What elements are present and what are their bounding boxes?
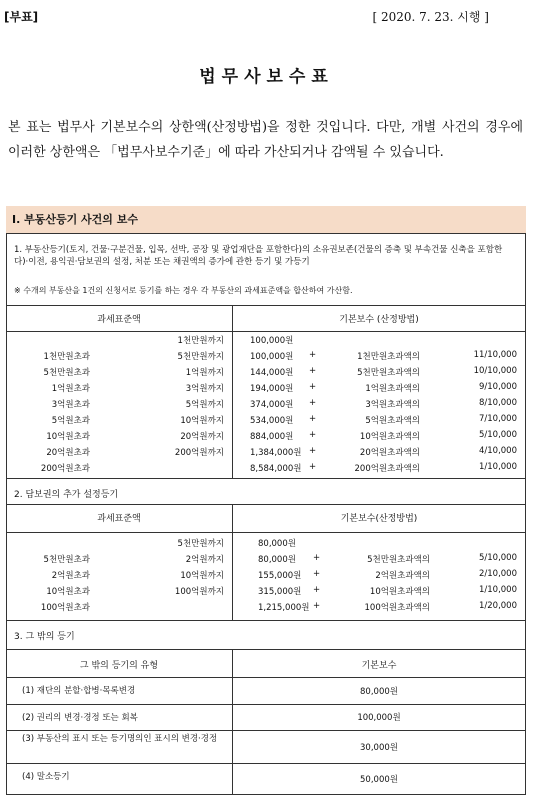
sub2-title: 2. 담보권의 추가 설정등기 bbox=[14, 490, 119, 500]
fee-row-over: 10억원초과액의 bbox=[359, 432, 420, 442]
fee-row-base: 100,000원 bbox=[250, 336, 294, 346]
other-reg-type: (3) 부동산의 표시 또는 등기명의인 표시의 변경·경정 bbox=[22, 734, 218, 744]
sub3-col-right: 기본보수 bbox=[361, 661, 397, 671]
fee-row-plus: + bbox=[309, 446, 317, 456]
fee-row-base: 155,000원 bbox=[258, 571, 302, 581]
fee-row-to: 1천만원까지 bbox=[177, 336, 224, 346]
fee-row-over: 5천만원초과액의 bbox=[367, 555, 430, 565]
intro-paragraph: 본 표는 법무사 기본보수의 상한액(산정방법)을 정한 것입니다. 다만, 개별 사건의 경우에 이러한 상한액은 「법무사보수기준」에 따라 가산되거나 감액될 수 있습니다. bbox=[8, 120, 523, 160]
fee-row-from: 2억원초과 bbox=[51, 571, 90, 581]
sub3-title: 3. 그 밖의 등기 bbox=[14, 632, 75, 642]
fee-row-base: 144,000원 bbox=[250, 368, 294, 378]
fee-row-to: 200억원까지 bbox=[174, 448, 224, 458]
fee-row-rate: 11/10,000 bbox=[473, 350, 517, 360]
fee-row-over: 5억원초과액의 bbox=[365, 416, 420, 426]
fee-row-from: 5천만원초과 bbox=[43, 368, 90, 378]
fee-row-rate: 5/10,000 bbox=[478, 430, 517, 440]
fee-row-base: 884,000원 bbox=[250, 432, 294, 442]
fee-row-base: 80,000원 bbox=[258, 539, 296, 549]
other-reg-type: (4) 말소등기 bbox=[22, 772, 70, 782]
fee-row-rate: 1/20,000 bbox=[478, 601, 517, 611]
fee-row-base: 374,000원 bbox=[250, 400, 294, 410]
sub1-note: ※ 수개의 부동산을 1건의 신청서로 등기를 하는 경우 각 부동산의 과세표준액을 합산하여 가산함. bbox=[14, 286, 353, 295]
fee-row-plus: + bbox=[309, 462, 317, 472]
fee-row-base: 534,000원 bbox=[250, 416, 294, 426]
effective-date: [ 2020. 7. 23. 시행 ] bbox=[372, 10, 489, 24]
fee-row-rate: 9/10,000 bbox=[478, 382, 517, 392]
fee-row-rate: 4/10,000 bbox=[478, 446, 517, 456]
fee-row-from: 10억원초과 bbox=[46, 432, 90, 442]
fee-row-base: 194,000원 bbox=[250, 384, 294, 394]
fee-row-over: 100억원초과액의 bbox=[364, 603, 430, 613]
fee-row-from: 1천만원초과 bbox=[43, 352, 90, 362]
fee-row-plus: + bbox=[309, 350, 317, 360]
fee-row-to: 5억원까지 bbox=[185, 400, 224, 410]
fee-row-to: 20억원까지 bbox=[180, 432, 224, 442]
fee-row-base: 1,215,000원 bbox=[258, 603, 310, 613]
sub1-title: 1. 부동산등기(토지, 건물·구분건물, 입목, 선박, 공장 및 광업재단을 포함한다)의 소유권보존(건물의 증축 및 부속건물 신축을 포함한다)·이전, 용익권·담보권의 설정, 처분 또는 채권액의 증가에 관한 등기 및 가등기 bbox=[14, 245, 503, 267]
fee-row-over: 1천만원초과액의 bbox=[357, 352, 420, 362]
page-title: 법무사보수표 bbox=[199, 67, 334, 87]
fee-row-to: 5천만원까지 bbox=[177, 539, 224, 549]
fee-row-base: 80,000원 bbox=[258, 555, 296, 565]
fee-row-over: 2억원초과액의 bbox=[375, 571, 430, 581]
fee-row-plus: + bbox=[309, 366, 317, 376]
fee-row-to: 5천만원까지 bbox=[177, 352, 224, 362]
sub1-col-left: 과세표준액 bbox=[97, 315, 141, 325]
fee-row-from: 200억원초과 bbox=[40, 464, 90, 474]
fee-row-rate: 7/10,000 bbox=[478, 414, 517, 424]
fee-row-from: 1억원초과 bbox=[51, 384, 90, 394]
fee-row-rate: 2/10,000 bbox=[478, 569, 517, 579]
fee-row-from: 100억원초과 bbox=[40, 603, 90, 613]
fee-row-over: 20억원초과액의 bbox=[359, 448, 420, 458]
fee-row-rate: 10/10,000 bbox=[473, 366, 517, 376]
fee-row-plus: + bbox=[309, 414, 317, 424]
fee-row-base: 8,584,000원 bbox=[250, 464, 302, 474]
fee-row-from: 20억원초과 bbox=[46, 448, 90, 458]
other-reg-type: (2) 권리의 변경·경정 또는 회복 bbox=[22, 713, 138, 723]
fee-row-to: 10억원까지 bbox=[180, 416, 224, 426]
fee-row-rate: 8/10,000 bbox=[478, 398, 517, 408]
fee-row-to: 2억원까지 bbox=[185, 555, 224, 565]
appendix-tag: [부표] bbox=[4, 10, 39, 24]
fee-row-plus: + bbox=[313, 569, 321, 579]
section-heading: Ⅰ. 부동산등기 사건의 보수 bbox=[6, 206, 526, 234]
fee-row-rate: 1/10,000 bbox=[478, 462, 517, 472]
fee-row-from: 10억원초과 bbox=[46, 587, 90, 597]
fee-row-from: 3억원초과 bbox=[51, 400, 90, 410]
other-reg-type: (1) 재단의 분할·합병·목록변경 bbox=[22, 686, 136, 696]
sub2-col-left: 과세표준액 bbox=[97, 514, 141, 524]
fee-row-over: 1억원초과액의 bbox=[365, 384, 420, 394]
other-reg-fee: 30,000원 bbox=[360, 743, 398, 753]
fee-row-over: 200억원초과액의 bbox=[354, 464, 420, 474]
fee-row-plus: + bbox=[313, 585, 321, 595]
fee-row-from: 5천만원초과 bbox=[43, 555, 90, 565]
fee-row-over: 3억원초과액의 bbox=[365, 400, 420, 410]
fee-row-rate: 1/10,000 bbox=[478, 585, 517, 595]
fee-row-base: 315,000원 bbox=[258, 587, 302, 597]
fee-row-to: 3억원까지 bbox=[185, 384, 224, 394]
other-reg-fee: 100,000원 bbox=[357, 713, 401, 723]
fee-row-plus: + bbox=[309, 430, 317, 440]
fee-row-plus: + bbox=[309, 382, 317, 392]
fee-row-plus: + bbox=[309, 398, 317, 408]
sub1-col-right: 기본보수 (산정방법) bbox=[339, 315, 419, 325]
fee-row-rate: 5/10,000 bbox=[478, 553, 517, 563]
fee-row-plus: + bbox=[313, 601, 321, 611]
fee-row-to: 10억원까지 bbox=[180, 571, 224, 581]
fee-row-over: 5천만원초과액의 bbox=[357, 368, 420, 378]
other-reg-fee: 80,000원 bbox=[360, 687, 398, 697]
sub2-col-right: 기본보수(산정방법) bbox=[340, 514, 418, 524]
fee-row-plus: + bbox=[313, 553, 321, 563]
sub3-col-left: 그 밖의 등기의 유형 bbox=[79, 661, 159, 671]
other-reg-fee: 50,000원 bbox=[360, 775, 398, 785]
fee-row-base: 1,384,000원 bbox=[250, 448, 302, 458]
fee-row-base: 100,000원 bbox=[250, 352, 294, 362]
fee-row-over: 10억원초과액의 bbox=[369, 587, 430, 597]
fee-row-to: 1억원까지 bbox=[185, 368, 224, 378]
fee-row-to: 100억원까지 bbox=[174, 587, 224, 597]
fee-row-from: 5억원초과 bbox=[51, 416, 90, 426]
